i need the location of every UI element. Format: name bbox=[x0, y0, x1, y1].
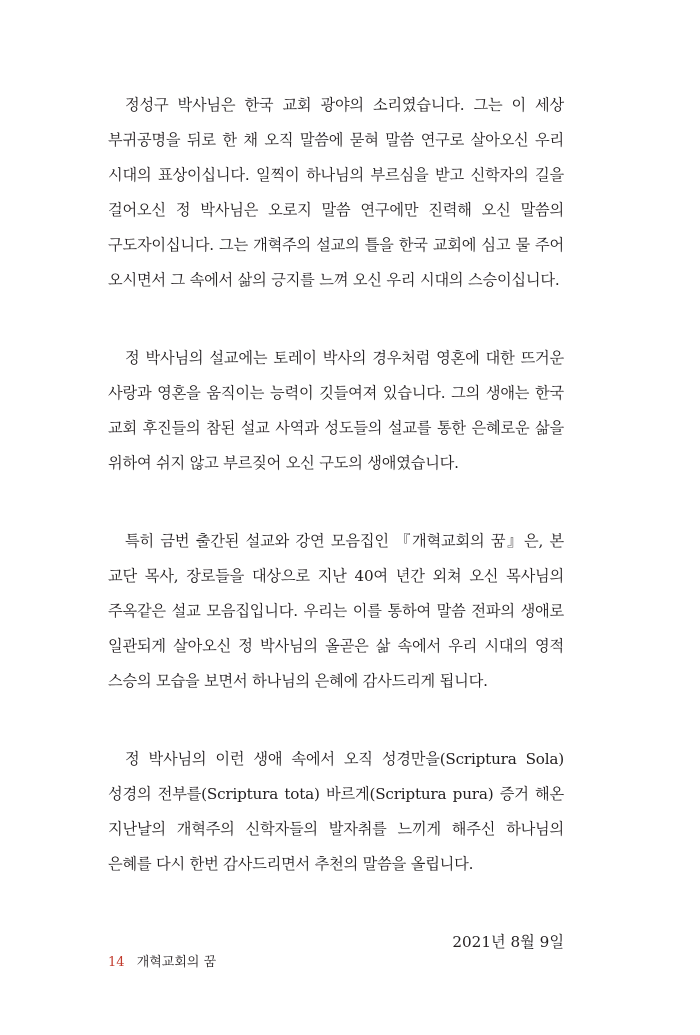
paragraph-4: 정 박사님의 이런 생애 속에서 오직 성경만을(Scriptura Sola) 성경의 전부를(Scriptura tota) 바르게(Scriptura pura) 증거 해온 지난날의 개혁주의 신학자들의 발자취를 느끼게 해주신 하나님의 은혜를 다시 한번 감사드리면서 추천의 말씀을 올립니다. bbox=[108, 750, 564, 873]
paragraph-3: 특히 금번 출간된 설교와 강연 모음집인 『개혁교회의 꿈』은, 본 교단 목사, 장로들을 대상으로 지난 40여 년간 외쳐 오신 목사님의 주옥같은 설교 모음집입니다. 우리는 이를 통하여 말씀 전파의 생애로 일관되게 살아오신 정 박사님의 올곧은 삶 속에서 우리 시대의 영적 스승의 모습을 보면서 하나님의 은혜에 감사드리게 됩니다. bbox=[108, 532, 564, 690]
recommendation-text bbox=[108, 88, 564, 960]
date-line: 2021년 8월 9일 bbox=[452, 933, 564, 951]
page-footer bbox=[108, 953, 216, 973]
paragraph-1: 정성구 박사님은 한국 교회 광야의 소리였습니다. 그는 이 세상 부귀공명을 뒤로 한 채 오직 말씀에 묻혀 말씀 연구로 살아오신 우리 시대의 표상이십니다. 일찍이 하나님의 부르심을 받고 신학자의 길을 걸어오신 정 박사님은 오로지 말씀 연구에만 진력해 오신 말씀의 구도자이십니다. 그는 개혁주의 설교의 틀을 한국 교회에 심고 물 주어 오시면서 그 속에서 삶의 긍지를 느껴 오신 우리 시대의 스승이십니다. bbox=[108, 96, 564, 289]
running-title: 개혁교회의 꿈 bbox=[136, 955, 217, 970]
page-number: 14 bbox=[108, 955, 125, 970]
paragraph-2: 정 박사님의 설교에는 토레이 박사의 경우처럼 영혼에 대한 뜨거운 사랑과 영혼을 움직이는 능력이 깃들여져 있습니다. 그의 생애는 한국 교회 후진들의 참된 설교 사역과 성도들의 설교를 통한 은혜로운 삶을 위하여 쉬지 않고 부르짖어 오신 구도의 생애였습니다. bbox=[108, 349, 564, 472]
